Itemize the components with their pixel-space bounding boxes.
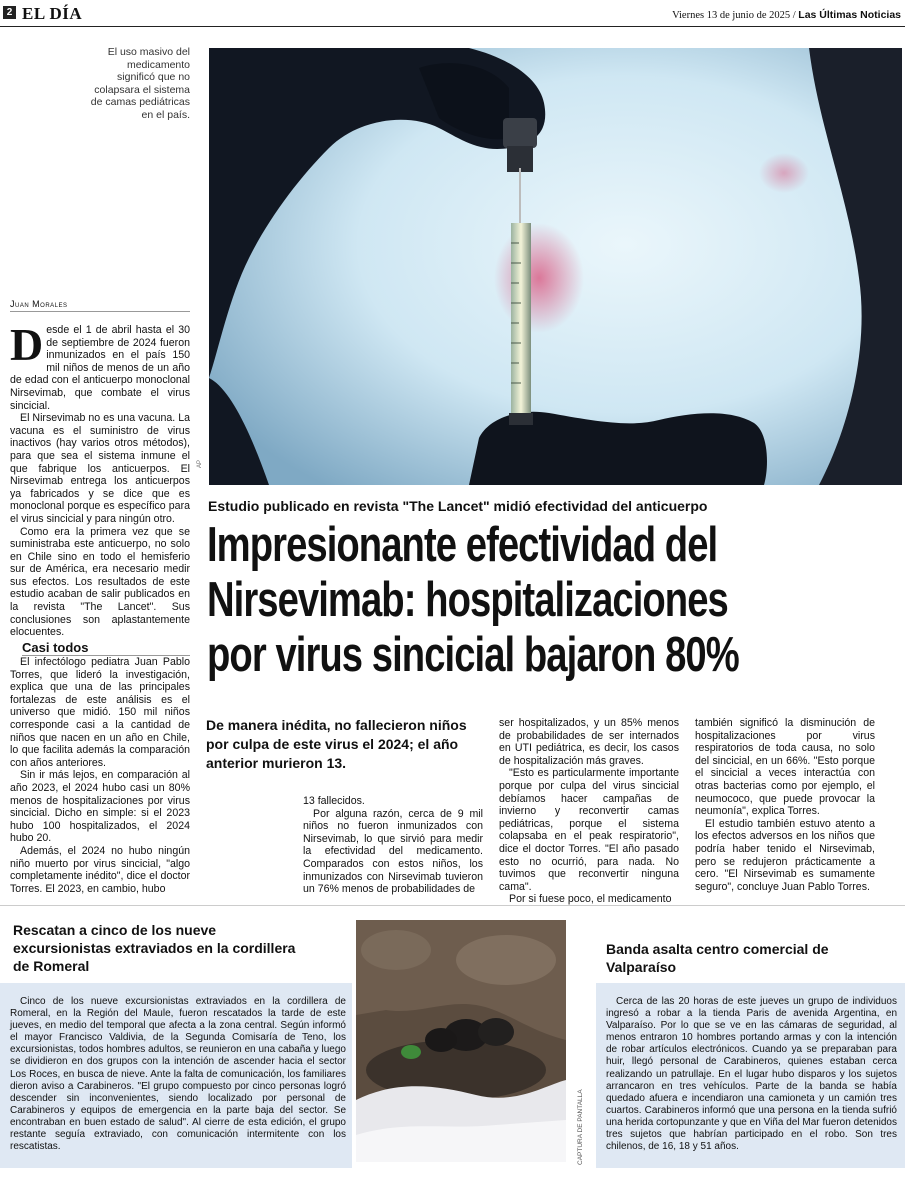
headline-line: Impresionante efectividad del [207,518,718,572]
section-title: EL DÍA [22,4,83,23]
deck: De manera inédita, no fallecieron niños por culpa de este virus el 2024; el año anterior murieron 13. [206,717,467,771]
hikers-in-snow-photo [356,920,566,1162]
byline: Juan Morales [10,299,190,312]
robbery-story-title: Banda asalta centro comercial de Valparaíso [606,941,829,975]
article-column-1-continued [10,656,190,895]
page-number: 2 [3,6,16,19]
paragraph: El infectólogo pediatra Juan Pablo Torres, que lideró la investigación, explica que una de las principales fortalezas de este análisis es el universo que midió. 150 mil niños corresponde casi a la cantidad de niños que nacen en un año en Chile, lo que facilita además la comparación con años anteriores. [10,656,190,769]
lead-text: esde el 1 de abril hasta el 30 de septiembre de 2024 fueron inmunizados en el país 150 mil niños de menos de un año de edad con el anticuerpo monoclonal Nirsevimab, que combate el virus sincicial. [10,324,190,412]
main-photo [209,48,902,485]
photo-credit: AP [197,459,203,468]
headline-line: por virus sincicial bajaron 80% [207,628,739,682]
rescue-photo-credit: CAPTURA DE PANTALLA [577,1089,584,1165]
paragraph: Cinco de los nueve excursionistas extraviados en la cordillera de Romeral, en la Región del Maule, fueron rescatados la tarde de este jueves, en medio del temporal que afecta a la zona central. Según informó el mayor Francisco Valdivia, de la Segunda Comisaría de Teno, los excursionistas, todos hombres adultos, se reunieron en una cabaña y luego se dividieron en dos grupos con la intención de ascender hacia el sector Los Roces, en busca de nieve. Ante la falta de comunicación, los familiares dieron aviso a Carabineros. "El grupo compuesto por cinco personas logró descender sin inconvenientes, siendo localizado por personal de Carabineros y equipos de emergencia en la parte baja del sector. Se encontraban en buen estado de salud". Al cierre de esta edición, el grupo restante seguía extraviado, con comunicación intermitente con los rescatistas. [10,996,346,1153]
article-column-2 [303,795,483,896]
lead-paragraph [10,319,190,412]
robbery-story-body [606,996,897,1153]
dateline-separator: / [790,10,799,21]
headline [207,518,749,683]
paragraph: Además, el 2024 no hubo ningún niño muerto por virus sincicial, "algo completamente inédito", dice el doctor Torres. El 2023, en cambio, hubo [10,844,190,895]
issue-date: Viernes 13 de junio de 2025 [672,10,791,21]
headline-line: Nirsevimab: hospitalizaciones [207,573,728,627]
dateline [672,9,901,21]
paragraph: Sin ir más lejos, en comparación al año 2023, el 2024 hubo casi un 80% menos de hospitalizaciones por virus sincicial. Dicho en simple: si el 2023 hubo 100 hospitalizados, el 2024 hubo 20. [10,769,190,845]
publication-name: Las Últimas Noticias [798,9,901,21]
paragraph: ser hospitalizados, y un 85% menos de probabilidades de ser internados en UTI pediátrica, es decir, los casos de hospitalización más graves. [499,717,679,767]
paragraph: El estudio también estuvo atento a los efectos adversos en los niños que podría haber tenido el Nirsevimab, pero se redujeron prácticamente a cero. "El Nirsevimab es sumamente seguro", concluye Juan Pablo Torres. [695,817,875,893]
article-column-1 [10,319,190,639]
paragraph: Por si fuese poco, el medicamento [509,893,672,906]
article-column-4 [695,717,875,893]
paragraph: El Nirsevimab no es una vacuna. La vacuna es el suministro de virus inactivos (hay varios otros métodos), para que sea el sistema inmune el que fabrique los anticuerpos. El Nirsevimab entrega los anticuerpos ya fabricados y se dice que es monoclonal porque es específico para el virus sincicial y para ningún otro. [10,412,190,525]
drop-cap: D [10,319,44,370]
paragraph: Como era la primera vez que se suministraba este anticuerpo, no solo en Chile sino en todo el hemisferio sur de América, era necesario medir sus efectos. Los resultados de este estudio acaban de salir publicados en la revista "The Lancet". Sus conclusiones son aplastantemente elocuentes. [10,525,190,639]
section-divider [0,905,905,906]
paragraph: Cerca de las 20 horas de este jueves un grupo de individuos ingresó a robar a la tienda Paris de avenida Argentina, en Valparaíso. Por lo que se ve en las cámaras de seguridad, al menos entraron 10 hombres portando armas y con la intención de robar artículos electrónicos. Cuando ya se preparaban para huir, llegó personal de Carabineros, quienes estaban cerca realizando un patrullaje. En el lugar hubo disparos y los sujetos arrancaron en tres vehículos. Parte de la banda se había quedado afuera e incendiaron una camioneta y un camión tres cuartos. Carabineros informó que una persona en la tienda sufrió una herida cortopunzante y que en Viña del Mar fueron detenidos tres sujetos que habrían participado en el robo. Son tres chilenos, de 16, 18 y 51 años. [606,996,897,1153]
paragraph: también significó la disminución de hospitalizaciones por virus respiratorios de toda causa, no solo del sincicial, en un 66%. "Esto porque el sincicial a veces interactúa con otras bacterias como por ejemplo, el neumococo, que puede provocar la neumonía", explica Torres. [695,717,875,818]
kicker: Estudio publicado en revista "The Lancet" midió efectividad del anticuerpo [208,498,708,514]
rescue-story-title: Rescatan a cinco de los nueve excursionistas extraviados en la cordillera de Romeral [13,922,296,974]
subheading: Casi todos [22,640,190,656]
syringe-photo-illustration [209,48,902,485]
paragraph: Por alguna razón, cerca de 9 mil niños no fueron inmunizados con Nirsevimab, lo que sirvió para medir la efectividad del medicamento. Comparados con estos niños, los inmunizados con Nirsevimab tuvieron un 76% menos de probabilidades de [303,807,483,896]
article-column-3 [499,717,679,906]
paragraph: "Esto es particularmente importante porque por culpa del virus sincicial debíamos hacer campañas de invierno y reconvertir camas pediátricas, porque el sistema colapsaba en el peak respiratorio", dice el doctor Torres. "El año pasado esto no ocurrió, para nada. No tuvimos que reconvertir ninguna cama". [499,767,679,893]
rescue-photo [356,920,566,1162]
rescue-story-body [10,996,346,1153]
photo-caption: El uso masivo del medicamento significó que no colapsara el sistema de camas pediátricas en el país. [90,46,190,121]
paragraph: 13 fallecidos. [303,795,365,807]
